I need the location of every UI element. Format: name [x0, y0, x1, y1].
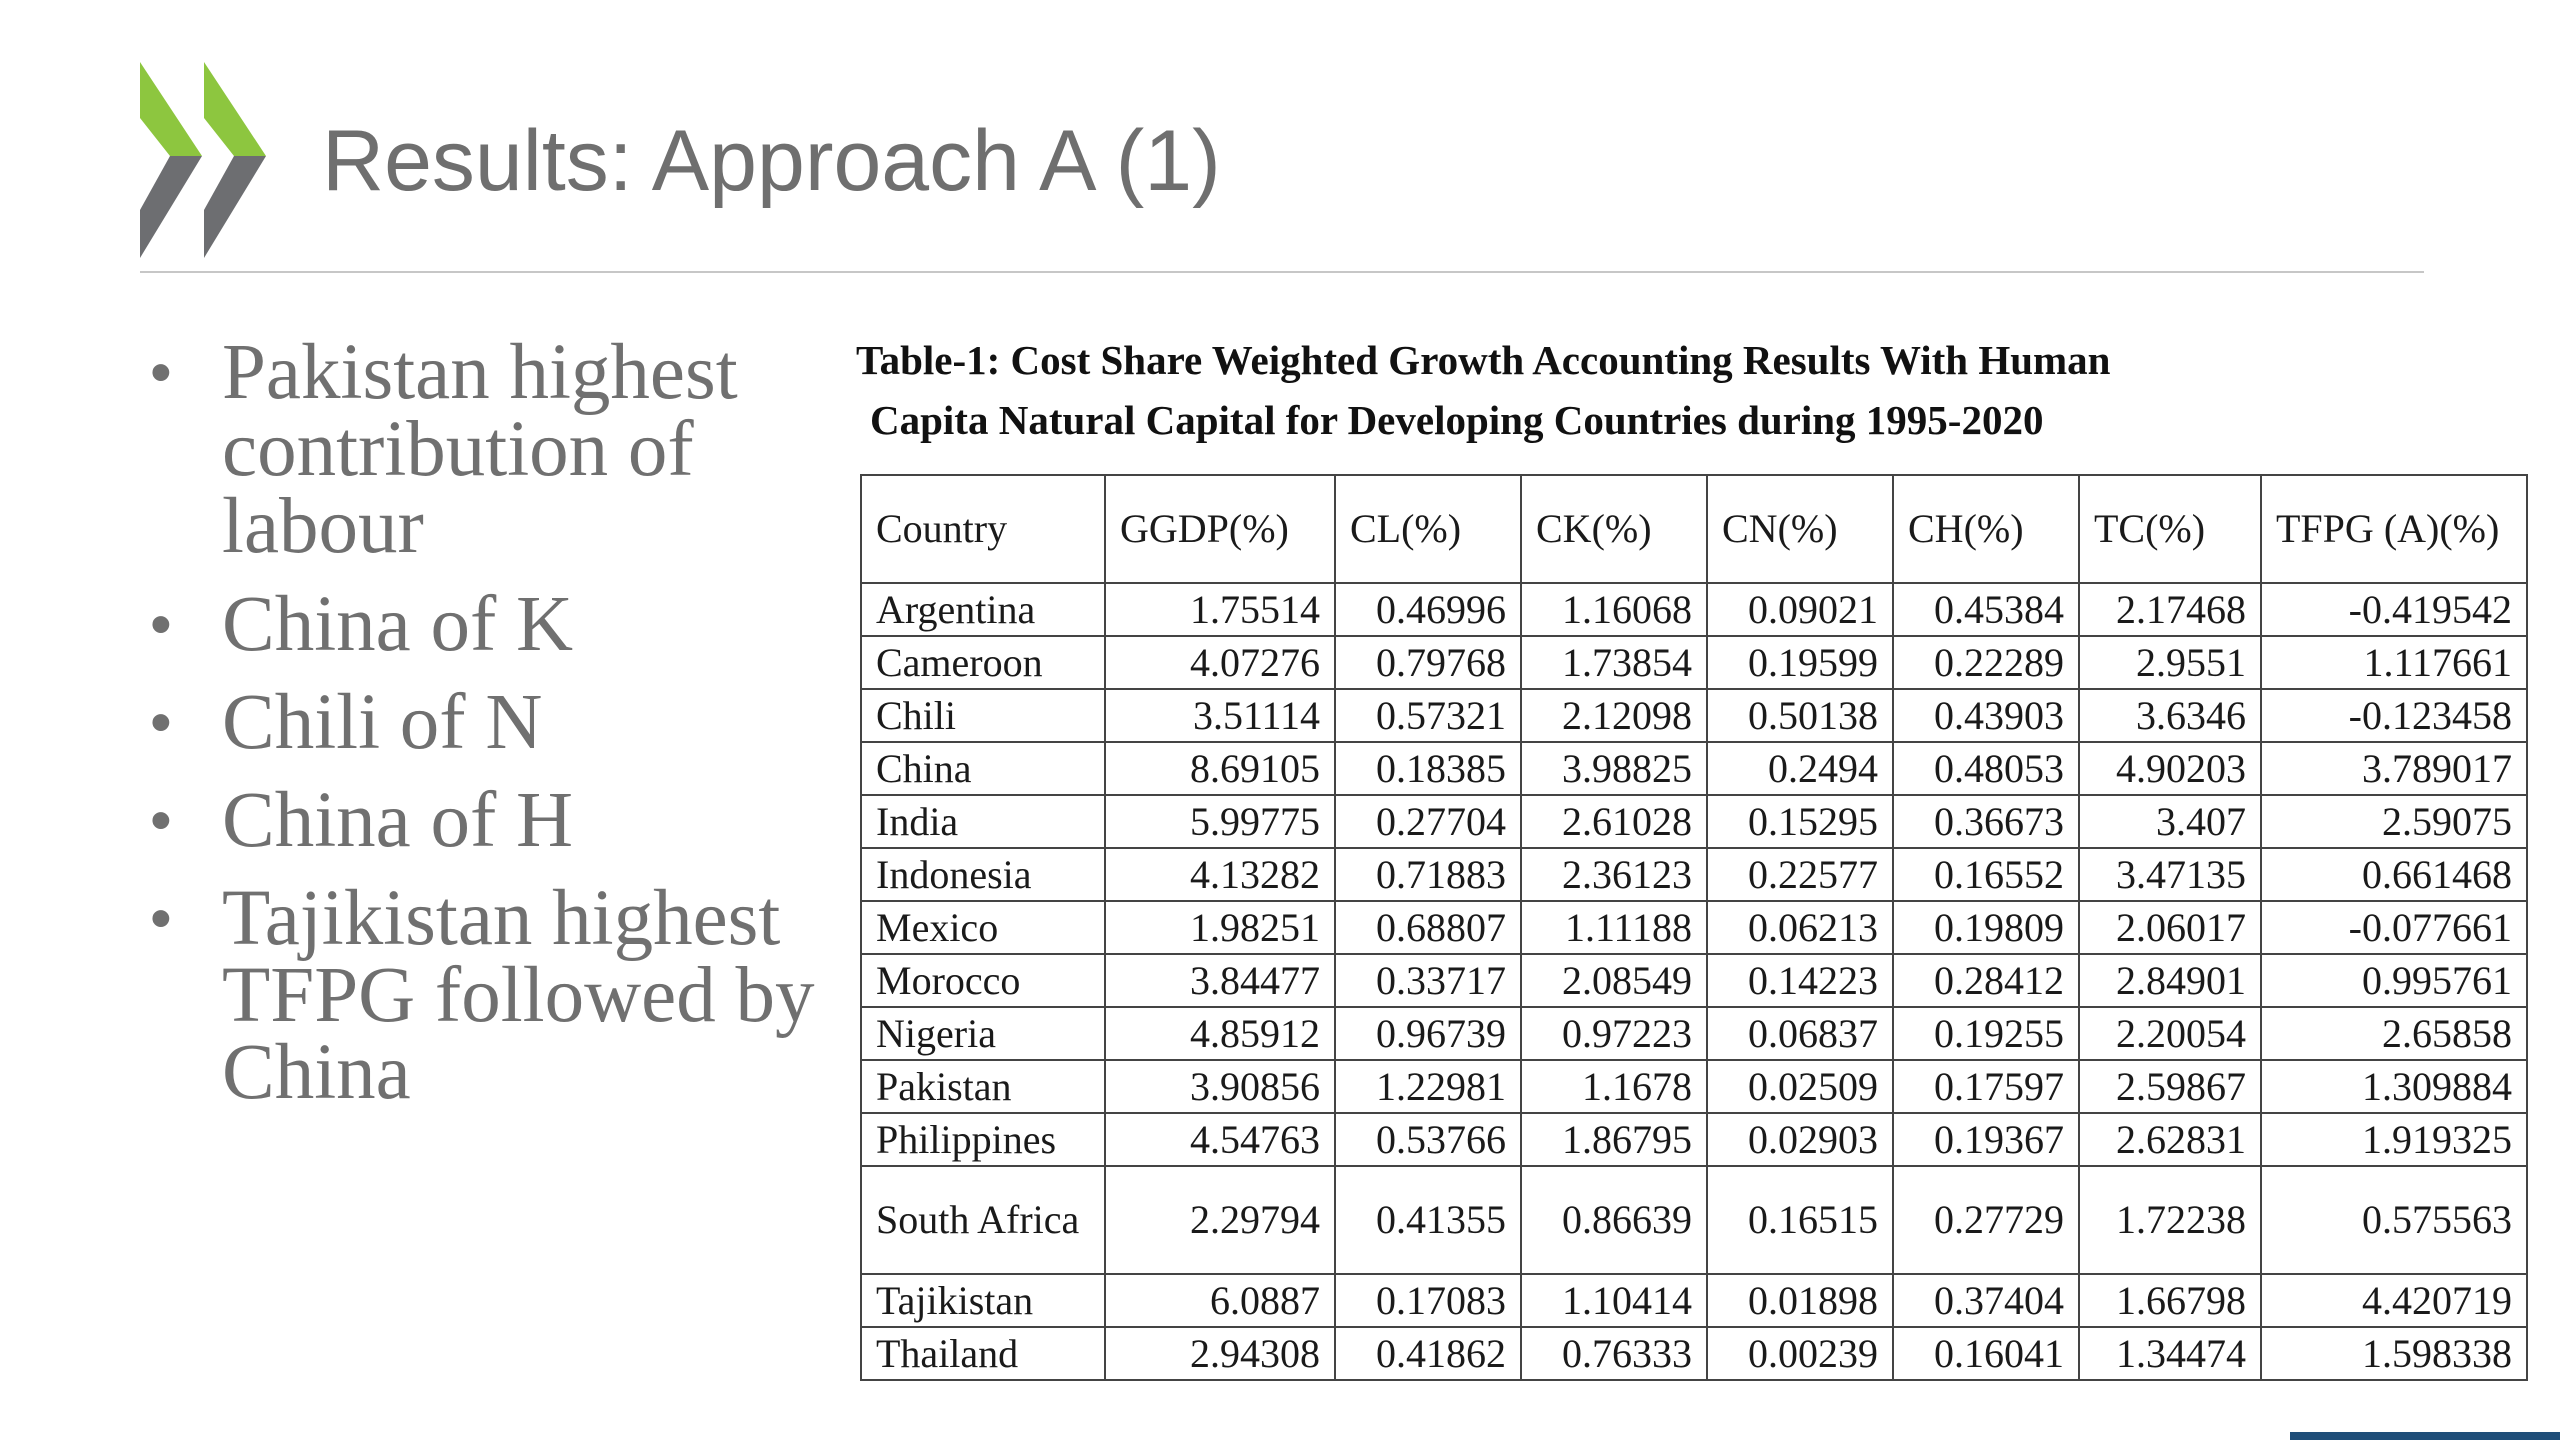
country-cell: Morocco [861, 954, 1105, 1007]
title-divider [140, 271, 2424, 273]
value-cell: 0.53766 [1335, 1113, 1521, 1166]
logo-chevron-left-bottom [140, 156, 202, 258]
value-cell: 5.99775 [1105, 795, 1335, 848]
value-cell: 0.995761 [2261, 954, 2527, 1007]
value-cell: 0.22289 [1893, 636, 2079, 689]
value-cell: 2.17468 [2079, 583, 2261, 636]
accent-strip [2290, 1432, 2560, 1440]
table-row [861, 1327, 2527, 1380]
value-cell: 2.20054 [2079, 1007, 2261, 1060]
column-header: GGDP(%) [1105, 475, 1335, 583]
value-cell: 0.27704 [1335, 795, 1521, 848]
value-cell: 0.22577 [1707, 848, 1893, 901]
country-cell: South Africa [861, 1166, 1105, 1274]
value-cell: 1.66798 [2079, 1274, 2261, 1327]
table-row [861, 954, 2527, 1007]
value-cell: 3.51114 [1105, 689, 1335, 742]
bullet-item [140, 581, 820, 668]
value-cell: 0.16515 [1707, 1166, 1893, 1274]
value-cell: 0.57321 [1335, 689, 1521, 742]
value-cell: 2.61028 [1521, 795, 1707, 848]
country-cell: Argentina [861, 583, 1105, 636]
value-cell: 0.71883 [1335, 848, 1521, 901]
bullet-item [140, 329, 820, 570]
value-cell: 0.18385 [1335, 742, 1521, 795]
value-cell: 0.02509 [1707, 1060, 1893, 1113]
value-cell: 3.407 [2079, 795, 2261, 848]
value-cell: 0.28412 [1893, 954, 2079, 1007]
table-row [861, 795, 2527, 848]
table-row [861, 901, 2527, 954]
value-cell: 0.06837 [1707, 1007, 1893, 1060]
results-table [860, 474, 2528, 1381]
table-row [861, 1113, 2527, 1166]
value-cell: 0.43903 [1893, 689, 2079, 742]
country-cell: Nigeria [861, 1007, 1105, 1060]
value-cell: 0.48053 [1893, 742, 2079, 795]
value-cell: 0.14223 [1707, 954, 1893, 1007]
bullet-text: China of K [222, 581, 574, 668]
table-row [861, 1166, 2527, 1274]
bullet-dot-icon: • [150, 884, 172, 953]
table-row [861, 1060, 2527, 1113]
value-cell: 1.16068 [1521, 583, 1707, 636]
results-table-container [860, 474, 2526, 1381]
value-cell: 2.06017 [2079, 901, 2261, 954]
country-cell: Pakistan [861, 1060, 1105, 1113]
value-cell: 1.309884 [2261, 1060, 2527, 1113]
value-cell: 0.33717 [1335, 954, 1521, 1007]
value-cell: 1.73854 [1521, 636, 1707, 689]
value-cell: 0.661468 [2261, 848, 2527, 901]
value-cell: 2.84901 [2079, 954, 2261, 1007]
value-cell: -0.123458 [2261, 689, 2527, 742]
bullet-list [140, 329, 820, 1132]
value-cell: 0.06213 [1707, 901, 1893, 954]
value-cell: 1.11188 [1521, 901, 1707, 954]
logo-chevron-right-bottom [204, 156, 266, 258]
value-cell: 6.0887 [1105, 1274, 1335, 1327]
column-header: CL(%) [1335, 475, 1521, 583]
value-cell: 0.2494 [1707, 742, 1893, 795]
table-body [861, 583, 2527, 1380]
value-cell: 2.9551 [2079, 636, 2261, 689]
value-cell: 0.19599 [1707, 636, 1893, 689]
bullet-text: Tajikistan highest TFPG followed by China [222, 875, 815, 1116]
column-header: CN(%) [1707, 475, 1893, 583]
column-header: TC(%) [2079, 475, 2261, 583]
value-cell: 0.36673 [1893, 795, 2079, 848]
value-cell: 3.98825 [1521, 742, 1707, 795]
value-cell: 2.62831 [2079, 1113, 2261, 1166]
value-cell: 1.98251 [1105, 901, 1335, 954]
chevron-logo-icon [138, 60, 270, 260]
country-cell: Cameroon [861, 636, 1105, 689]
logo-chevron-right-top [204, 62, 266, 156]
value-cell: 0.01898 [1707, 1274, 1893, 1327]
value-cell: 0.17597 [1893, 1060, 2079, 1113]
table-row [861, 1007, 2527, 1060]
value-cell: 0.19255 [1893, 1007, 2079, 1060]
value-cell: 0.19367 [1893, 1113, 2079, 1166]
table-row [861, 689, 2527, 742]
value-cell: 0.02903 [1707, 1113, 1893, 1166]
logo-chevron-left-top [140, 62, 202, 156]
value-cell: 2.94308 [1105, 1327, 1335, 1380]
value-cell: 3.6346 [2079, 689, 2261, 742]
value-cell: 0.09021 [1707, 583, 1893, 636]
country-cell: Mexico [861, 901, 1105, 954]
value-cell: 4.13282 [1105, 848, 1335, 901]
value-cell: 2.29794 [1105, 1166, 1335, 1274]
table-caption-line: Table-1: Cost Share Weighted Growth Accounting Results With Human [856, 337, 2111, 383]
value-cell: 1.72238 [2079, 1166, 2261, 1274]
value-cell: 0.50138 [1707, 689, 1893, 742]
value-cell: 0.16041 [1893, 1327, 2079, 1380]
country-cell: Indonesia [861, 848, 1105, 901]
bullet-item [140, 875, 820, 1116]
table-row [861, 848, 2527, 901]
value-cell: 3.90856 [1105, 1060, 1335, 1113]
table-row [861, 583, 2527, 636]
table-row [861, 636, 2527, 689]
value-cell: 0.00239 [1707, 1327, 1893, 1380]
value-cell: -0.077661 [2261, 901, 2527, 954]
country-cell: China [861, 742, 1105, 795]
country-cell: India [861, 795, 1105, 848]
value-cell: 2.36123 [1521, 848, 1707, 901]
value-cell: 1.75514 [1105, 583, 1335, 636]
value-cell: 0.45384 [1893, 583, 2079, 636]
column-header: Country [861, 475, 1105, 583]
value-cell: 0.15295 [1707, 795, 1893, 848]
value-cell: 2.65858 [2261, 1007, 2527, 1060]
value-cell: 0.97223 [1521, 1007, 1707, 1060]
value-cell: 1.598338 [2261, 1327, 2527, 1380]
value-cell: 1.86795 [1521, 1113, 1707, 1166]
country-cell: Thailand [861, 1327, 1105, 1380]
value-cell: 0.41862 [1335, 1327, 1521, 1380]
table-row [861, 742, 2527, 795]
country-cell: Chili [861, 689, 1105, 742]
column-header: CK(%) [1521, 475, 1707, 583]
bullet-item [140, 679, 820, 766]
value-cell: 0.46996 [1335, 583, 1521, 636]
value-cell: 8.69105 [1105, 742, 1335, 795]
table-caption [856, 330, 2376, 450]
column-header: TFPG (A)(%) [2261, 475, 2527, 583]
value-cell: 0.37404 [1893, 1274, 2079, 1327]
value-cell: 1.1678 [1521, 1060, 1707, 1113]
value-cell: 3.789017 [2261, 742, 2527, 795]
value-cell: 2.59867 [2079, 1060, 2261, 1113]
value-cell: 0.19809 [1893, 901, 2079, 954]
value-cell: 1.10414 [1521, 1274, 1707, 1327]
bullet-dot-icon: • [150, 590, 172, 659]
value-cell: 0.575563 [2261, 1166, 2527, 1274]
value-cell: 1.919325 [2261, 1113, 2527, 1166]
table-row [861, 1274, 2527, 1327]
bullet-dot-icon: • [150, 338, 172, 407]
value-cell: 4.07276 [1105, 636, 1335, 689]
bullet-dot-icon: • [150, 786, 172, 855]
country-cell: Philippines [861, 1113, 1105, 1166]
bullet-text: Chili of N [222, 679, 543, 766]
value-cell: 4.85912 [1105, 1007, 1335, 1060]
value-cell: -0.419542 [2261, 583, 2527, 636]
value-cell: 1.22981 [1335, 1060, 1521, 1113]
bullet-text: Pakistan highest contribution of labour [222, 329, 738, 570]
value-cell: 0.41355 [1335, 1166, 1521, 1274]
value-cell: 0.76333 [1521, 1327, 1707, 1380]
value-cell: 4.90203 [2079, 742, 2261, 795]
value-cell: 0.86639 [1521, 1166, 1707, 1274]
slide-title: Results: Approach A (1) [322, 113, 1221, 209]
value-cell: 4.420719 [2261, 1274, 2527, 1327]
value-cell: 2.08549 [1521, 954, 1707, 1007]
value-cell: 4.54763 [1105, 1113, 1335, 1166]
table-caption-line: Capita Natural Capital for Developing Countries during 1995-2020 [870, 397, 2044, 443]
value-cell: 2.59075 [2261, 795, 2527, 848]
column-header: CH(%) [1893, 475, 2079, 583]
table-header-row [861, 475, 2527, 583]
value-cell: 1.34474 [2079, 1327, 2261, 1380]
value-cell: 2.12098 [1521, 689, 1707, 742]
bullet-item [140, 777, 820, 864]
value-cell: 0.16552 [1893, 848, 2079, 901]
value-cell: 0.96739 [1335, 1007, 1521, 1060]
bullet-dot-icon: • [150, 688, 172, 757]
value-cell: 0.27729 [1893, 1166, 2079, 1274]
value-cell: 0.79768 [1335, 636, 1521, 689]
value-cell: 0.68807 [1335, 901, 1521, 954]
bullet-text: China of H [222, 777, 574, 864]
country-cell: Tajikistan [861, 1274, 1105, 1327]
value-cell: 1.117661 [2261, 636, 2527, 689]
value-cell: 3.47135 [2079, 848, 2261, 901]
value-cell: 0.17083 [1335, 1274, 1521, 1327]
value-cell: 3.84477 [1105, 954, 1335, 1007]
